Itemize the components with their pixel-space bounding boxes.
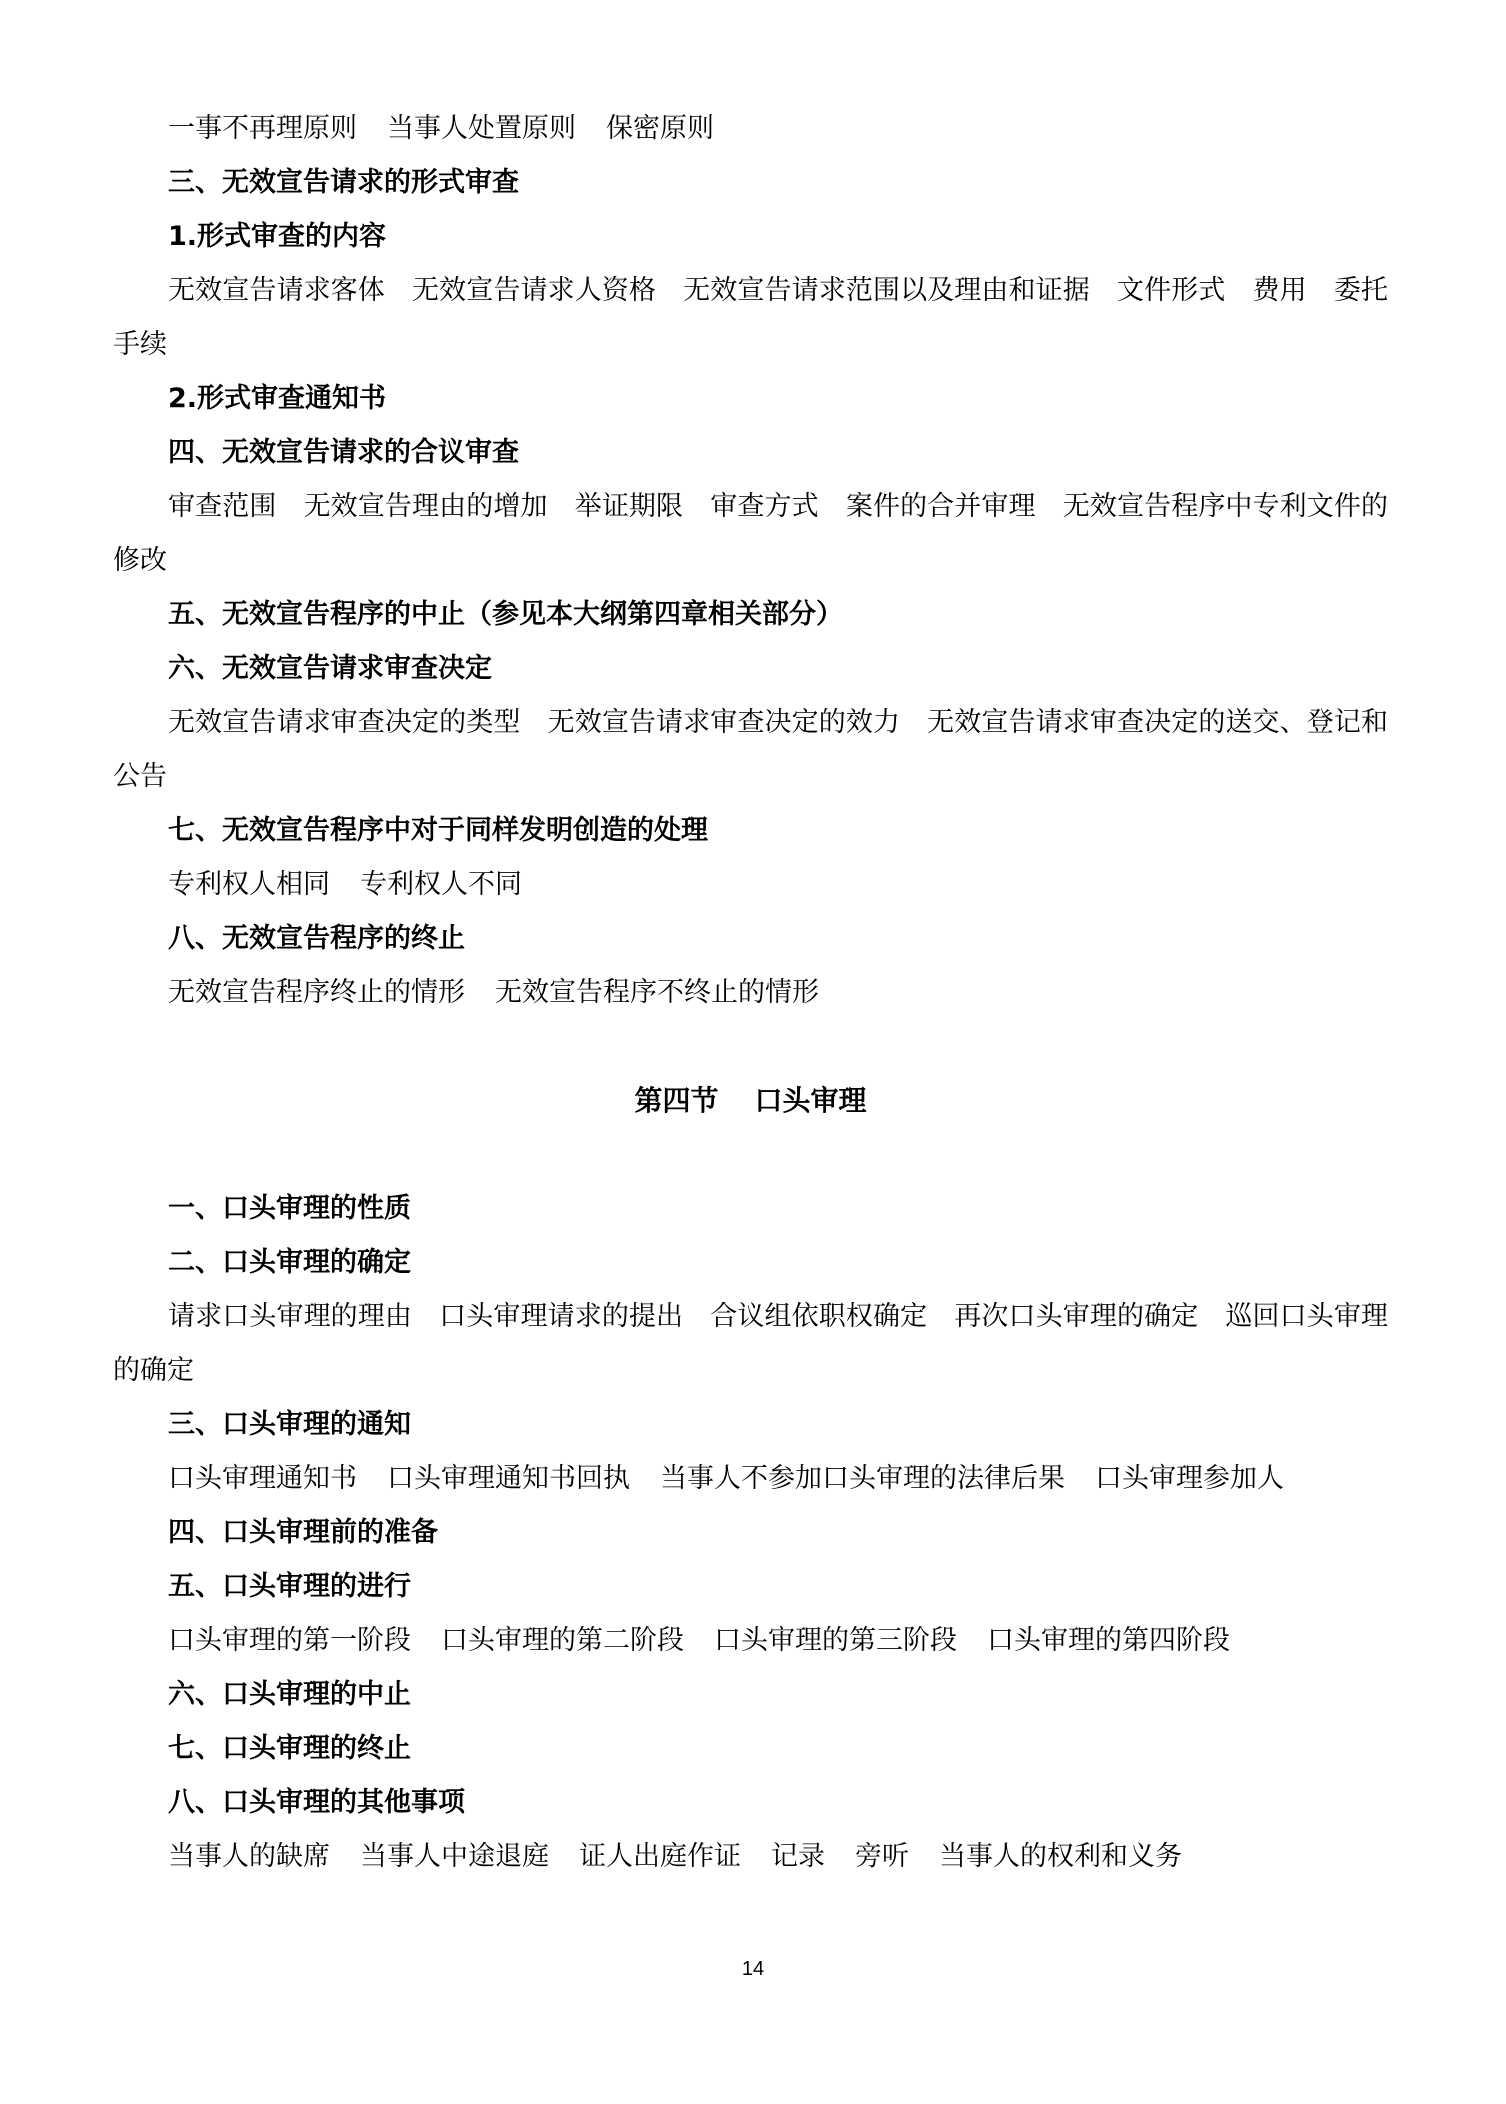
outline-topics-line — [113, 1452, 1388, 1506]
topic-item: 一事不再理原则 — [168, 113, 357, 144]
topic-item: 专利权人相同 — [168, 869, 330, 900]
topic-item: 当事人中途退庭 — [360, 1841, 549, 1872]
topic-item: 记录 — [771, 1841, 825, 1872]
outline-heading: 六、无效宣告请求审查决定 — [168, 653, 492, 684]
topic-item: 无效宣告程序不终止的情形 — [495, 977, 819, 1008]
outline-heading: 二、口头审理的确定 — [168, 1247, 411, 1278]
outline-heading: 四、口头审理前的准备 — [168, 1517, 438, 1548]
topic-item: 口头审理的第二阶段 — [441, 1625, 684, 1656]
outline-heading: 七、无效宣告程序中对于同样发明创造的处理 — [168, 815, 708, 846]
topic-item: 口头审理的第三阶段 — [714, 1625, 957, 1656]
section-title: 口头审理 — [754, 1084, 867, 1117]
outline-heading: 一、口头审理的性质 — [168, 1193, 411, 1224]
section-heading — [113, 1074, 1388, 1128]
outline-heading: 三、口头审理的通知 — [168, 1409, 411, 1440]
page-number: 14 — [741, 1958, 765, 1980]
topic-item: 口头审理参加人 — [1095, 1463, 1284, 1494]
topic-item: 当事人处置原则 — [387, 113, 576, 144]
outline-topics-paragraph: 审查范围 无效宣告理由的增加 举证期限 审查方式 案件的合并审理 无效宣告程序中专利文件的修改 — [113, 491, 1388, 576]
topic-item: 口头审理的第一阶段 — [168, 1625, 411, 1656]
outline-heading: 三、无效宣告请求的形式审查 — [168, 167, 519, 198]
outline-heading: 五、无效宣告程序的中止（参见本大纲第四章相关部分） — [168, 599, 843, 630]
topic-item: 旁听 — [855, 1841, 909, 1872]
outline-block-before-section — [113, 102, 1388, 1020]
topic-item: 当事人的缺席 — [168, 1841, 330, 1872]
outline-topics-line — [113, 1614, 1388, 1668]
outline-heading: 七、口头审理的终止 — [168, 1733, 411, 1764]
outline-topics-line — [113, 1830, 1388, 1884]
topic-item: 无效宣告程序终止的情形 — [168, 977, 465, 1008]
topic-item: 当事人的权利和义务 — [939, 1841, 1182, 1872]
topic-item: 口头审理的第四阶段 — [987, 1625, 1230, 1656]
outline-topics-paragraph: 无效宣告请求客体 无效宣告请求人资格 无效宣告请求范围以及理由和证据 文件形式 费用 委托手续 — [113, 275, 1388, 360]
outline-heading: 八、口头审理的其他事项 — [168, 1787, 465, 1818]
outline-block-after-section — [113, 1182, 1388, 1884]
topic-item: 当事人不参加口头审理的法律后果 — [660, 1463, 1065, 1494]
outline-heading: 2.形式审查通知书 — [168, 383, 387, 414]
outline-topics-line — [113, 858, 1388, 912]
topic-item: 专利权人不同 — [360, 869, 522, 900]
outline-topics-line — [113, 102, 1388, 156]
topic-item: 证人出庭作证 — [579, 1841, 741, 1872]
section-number: 第四节 — [634, 1084, 719, 1117]
outline-heading: 1.形式审查的内容 — [168, 221, 387, 252]
page-content — [113, 102, 1388, 1884]
topic-item: 保密原则 — [606, 113, 714, 144]
outline-heading: 八、无效宣告程序的终止 — [168, 923, 465, 954]
topic-item: 口头审理通知书回执 — [387, 1463, 630, 1494]
outline-topics-paragraph: 无效宣告请求审查决定的类型 无效宣告请求审查决定的效力 无效宣告请求审查决定的送交、登记和公告 — [113, 707, 1388, 792]
outline-heading: 四、无效宣告请求的合议审查 — [168, 437, 519, 468]
topic-item: 口头审理通知书 — [168, 1463, 357, 1494]
outline-heading: 五、口头审理的进行 — [168, 1571, 411, 1602]
outline-heading: 六、口头审理的中止 — [168, 1679, 411, 1710]
outline-topics-paragraph: 请求口头审理的理由 口头审理请求的提出 合议组依职权确定 再次口头审理的确定 巡回口头审理的确定 — [113, 1301, 1388, 1386]
outline-topics-line — [113, 966, 1388, 1020]
